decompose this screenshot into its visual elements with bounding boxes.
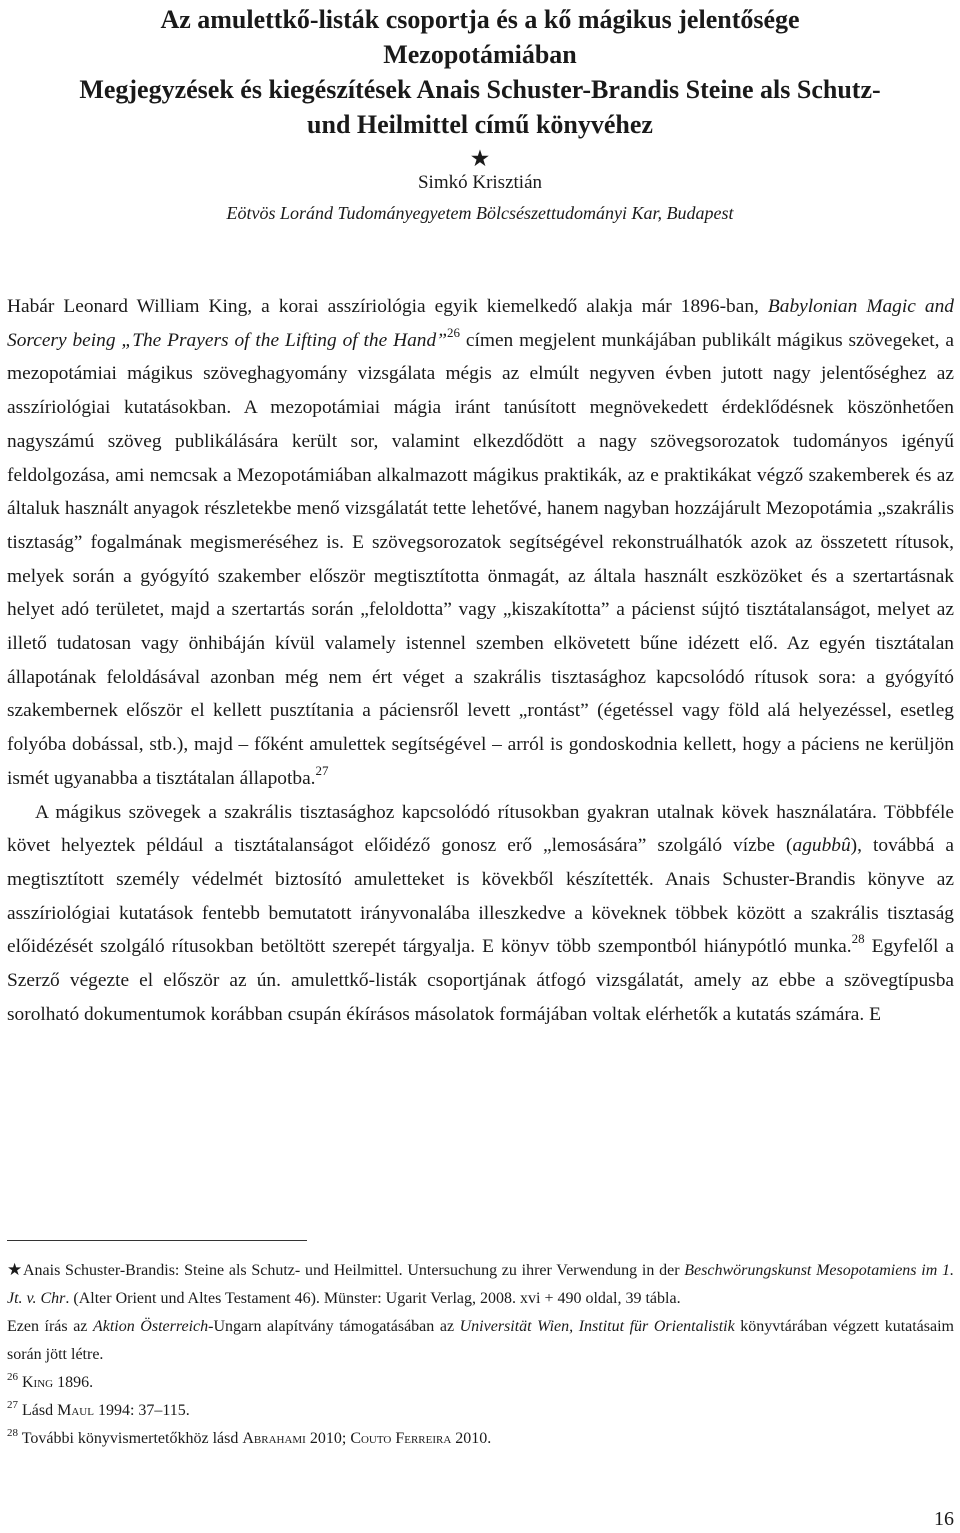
title-line-1: Az amulettkő-listák csoportja és a kő mágikus jelentősége [160, 5, 800, 34]
footnote-funding-c: -Ungarn alapítvány támogatásában az [208, 1318, 460, 1335]
subtitle-line-2 [20, 107, 940, 177]
footnote-26-author: King [22, 1374, 54, 1391]
footnote-27-num: 27 [7, 1399, 18, 1411]
footnote-funding-e: könyvtárában végzett kutatásaim során jött létre. [7, 1318, 955, 1363]
p2-text-b: ), továbbá a megtisztított személy védelmét biztosító amuletteket is kövekből készítették. Anais Schuster-Brandis könyve az asszíriológiai kutatások fentebb bemutatott irányvonalába illeszkedve a köveknek többek között a szakrális tisztaság előidézését szolgáló rítusokban betöltött szerepét tárgyalja. E könyv több szempontból hiánypótló munka. [7, 835, 954, 958]
footnote-funding [7, 1313, 954, 1369]
page-number: 16 [934, 1508, 954, 1530]
footnote-star [7, 1256, 954, 1313]
footnote-ref-27[interactable]: 27 [315, 762, 329, 778]
footnote-26 [7, 1369, 954, 1397]
footnote-28-rest: 2010. [451, 1430, 492, 1447]
title-line-2: Mezopotámiában [383, 40, 577, 69]
footnote-27-rest: 1994: 37–115. [93, 1402, 190, 1419]
p2-text-c: Egyfelől a Szerző végezte el először az ún. amulettkő-listák csoportjának átfogó vizsgálatát, amely az ebbe a szövegtípusba sorolható dokumentumok korábban csupán ékírásos másolatok formájában voltak elérhetők a kutatás számára. E [7, 936, 954, 1025]
footnotes [7, 1256, 954, 1453]
footnote-28-author1: Abrahami [242, 1430, 306, 1447]
article-title [20, 2, 940, 177]
king-book-title: Babylonian Magic and Sorcery being „The Prayers of the Lifting of the Hand” [7, 296, 954, 351]
footnote-funding-b: Aktion Österreich [92, 1318, 209, 1335]
footnote-28-a: További könyvismertetőkhöz lásd [21, 1430, 243, 1447]
footnote-28 [7, 1425, 954, 1453]
agubbu-term: agubbû [792, 835, 851, 857]
main-text [7, 290, 954, 1031]
footnote-28-author2: Couto Ferreira [350, 1430, 452, 1447]
star-icon: ★ [7, 1260, 23, 1279]
author-name: Simkó Krisztián [417, 172, 543, 193]
author-affiliation: Eötvös Loránd Tudományegyetem Bölcsészettudományi Kar, Budapest [226, 203, 734, 223]
footnote-28-mid: 2010; [305, 1430, 351, 1447]
p1-text-a: Habár Leonard William King, a korai asszíriológia egyik kiemelkedő alakja már 1896-ban, [7, 296, 768, 317]
p2-text-a: A mágikus szövegek a szakrális tisztasághoz kapcsolódó rítusokban gyakran utalnak kövek használatára. Többféle követ helyeztek például a tisztátalanságot előidéző gonosz erő „lemosására” szolgáló vízbe ( [7, 801, 954, 857]
footnote-27 [7, 1397, 954, 1425]
star-footnote-marker-icon[interactable]: ★ [471, 148, 489, 170]
footnote-ref-26[interactable]: 26 [446, 324, 460, 340]
footnote-funding-d: Universität Wien, Institut für Orientalistik [459, 1318, 735, 1335]
footnote-27-author: Maul [57, 1402, 94, 1419]
paragraph-2 [7, 796, 954, 1032]
footnote-star-text-c: . (Alter Orient und Altes Testament 46). Münster: Ugarit Verlag, 2008. xvi + 490 oldal, 39 tábla. [65, 1290, 681, 1307]
footnote-star-text-b: Beschwörungskunst Mesopotamiens im 1. Jt. v. Chr [7, 1262, 955, 1307]
footnote-27-a: Lásd [22, 1402, 58, 1419]
subtitle-line-2-text: und Heilmittel című könyvéhez [307, 110, 653, 139]
footnote-28-num: 28 [7, 1427, 18, 1439]
footnote-ref-28[interactable]: 28 [851, 931, 865, 947]
footnote-26-num: 26 [7, 1371, 18, 1383]
footnote-separator [7, 1240, 307, 1241]
subtitle-line-1: Megjegyzések és kiegészítések Anais Schuster-Brandis Steine als Schutz- [79, 75, 881, 104]
p1-text-b: címen megjelent munkájában publikált mágikus szövegeket, a mezopotámiai mágikus szöveghagyomány vizsgálata mégis az elmúlt negyven évben jutott nagy jelentőséghez az asszíriológiai kutatásokban. A mezopotámiai mágia iránt tanúsított megnövekedett érdeklődésnek köszönhetően nagyszámú szöveg publikálására került sor, valamint elkezdődött a nagy szövegsorozatok tudományos igényű feldolgozása, ami nemcsak a Mezopotámiában alkalmazott mágikus praktikák, az e praktikákat végző szakemberek és az általuk használt anyagok részletekbe menő vizsgálatát tette lehetővé, hanem nagyban hozzájárult Mezopotámia „szakrális tisztaság” fogalmának megismeréséhez is. E szövegsorozatok segítségével rekonstruálhatók azok az összetett rítusok, melyek során a gyógyító szakember először megtisztította önmagát, az általa használt eszközöket és a szertartásnak helyet adó területet, majd a szertartás során „feloldotta” vagy „kiszakította” a pácienst sújtó tisztátalanságot, melyet az illető tudatosan vagy önhibáján kívül valamely istennel szemben elkövetett bűne idézett elő. Az egyén tisztátalan állapotának feloldásával azonban még nem ért véget a szakrális tisztasághoz kapcsolódó rítusok sora: a gyógyító szakembernek először el kellett pusztítania a páciensről levett „rontást” (égetéssel vagy föld alá helyezéssel, esetleg folyóba dobással, stb.), majd – főként amulettek segítségével – arról is gondoskodnia kellett, hogy a páciens ne kerüljön ismét ugyanabba a tisztátalan állapotba. [7, 329, 954, 789]
footnote-funding-a: Ezen írás az [7, 1318, 93, 1335]
paragraph-1 [7, 290, 954, 796]
footnote-star-text-a: Anais Schuster-Brandis: Steine als Schutz- und Heilmittel. Untersuchung zu ihrer Verwendung in der [22, 1262, 685, 1279]
footnote-26-rest: 1896. [53, 1374, 94, 1391]
